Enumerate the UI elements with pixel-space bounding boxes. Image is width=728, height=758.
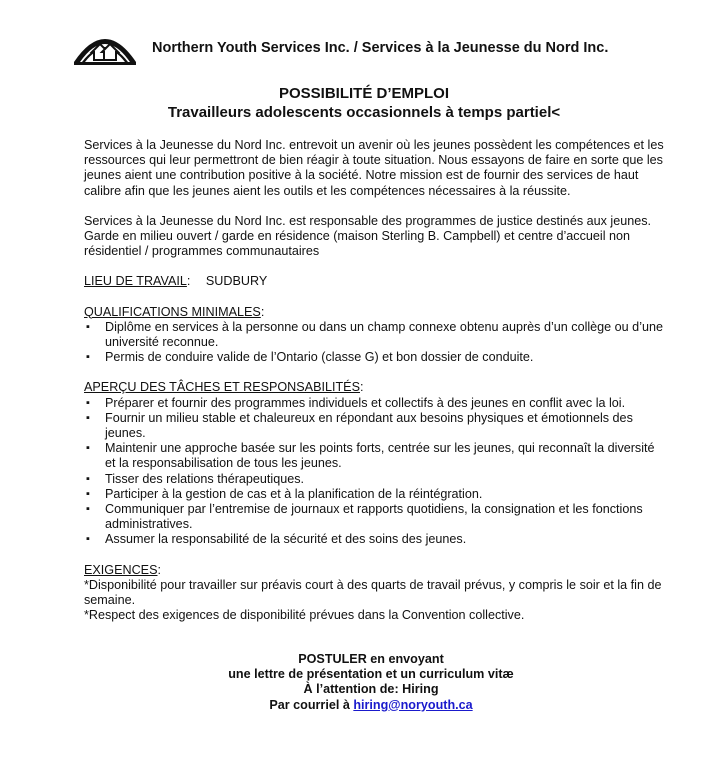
posting-title: POSSIBILITÉ D’EMPLOI — [278, 85, 450, 102]
requirements-section — [84, 563, 664, 624]
intro-paragraph-1: Services à la Jeunesse du Nord Inc. entrevoit un avenir où les jeunes possèdent les compétences et les ressources qui leur permettront de bien réagir à toute situation. Nous essayons de faire en sorte que les jeunes aient une contribution positive à la société. Notre mission est de fournir des services de haut calibre afin que les jeunes aient les outils et les compétences nécessaires à la réussite. — [84, 138, 664, 198]
requirements-heading: EXIGENCES — [84, 562, 158, 577]
duties-section — [84, 380, 664, 547]
work-location-label: LIEU DE TRAVAIL — [84, 274, 187, 289]
requirement-item: *Disponibilité pour travailler sur préavis court à des quarts de travail prévus, y compris le soir et la fin de semaine. — [84, 577, 662, 608]
work-location-section — [84, 274, 664, 289]
email-link[interactable]: hiring@noryouth.ca — [353, 697, 473, 712]
organization-logo-icon — [72, 22, 138, 66]
work-location-value: SUDBURY — [205, 274, 268, 289]
apply-instructions — [0, 652, 728, 713]
list-item: ▪ Tisser des relations thérapeutiques. — [84, 472, 664, 487]
qualifications-colon: : — [260, 304, 265, 319]
qualifications-list — [84, 320, 664, 366]
job-title-block — [0, 84, 728, 122]
duties-heading: APERÇU DES TÂCHES ET RESPONSABILITÉS — [84, 380, 360, 395]
apply-line-1: POSTULER en envoyant — [298, 652, 444, 666]
requirement-item: *Respect des exigences de disponibilité prévues dans la Convention collective. — [84, 608, 525, 623]
list-item: ▪ Assumer la responsabilité de la sécurité et des soins des jeunes. — [84, 532, 664, 547]
letterhead — [72, 22, 672, 66]
apply-line-4 — [0, 698, 728, 713]
intro-paragraph-2: Services à la Jeunesse du Nord Inc. est responsable des programmes de justice destinés aux jeunes. Garde en milieu ouvert / garde en résidence (maison Sterling B. Campbell) et centre d’accueil non résidentiel / programmes communautaires — [84, 213, 652, 259]
duties-colon: : — [359, 380, 364, 395]
work-location-colon: : — [186, 274, 191, 289]
list-item: ▪ Diplôme en services à la personne ou dans un champ connexe obtenu auprès d’un collège ou d’une université reconnue. — [84, 320, 664, 350]
posting-body — [84, 138, 664, 638]
duties-list — [84, 396, 664, 548]
list-item: ▪ Maintenir une approche basée sur les points forts, centrée sur les jeunes, qui reconnaît la diversité et la responsabilisation de tous les jeunes. — [84, 441, 664, 471]
qualifications-section — [84, 305, 664, 366]
requirements-colon: : — [157, 562, 161, 577]
list-item: ▪ Fournir un milieu stable et chaleureux en répondant aux besoins physiques et émotionnels des jeunes. — [84, 411, 664, 441]
qualifications-heading: QUALIFICATIONS MINIMALES — [84, 304, 261, 319]
apply-line-2: une lettre de présentation et un curriculum vitæ — [228, 667, 514, 682]
list-item: ▪ Préparer et fournir des programmes individuels et collectifs à des jeunes en conflit avec la loi. — [84, 396, 664, 411]
organization-name: Northern Youth Services Inc. / Services à la Jeunesse du Nord Inc. — [152, 40, 609, 56]
email-prefix: Par courriel à — [269, 697, 354, 712]
list-item: ▪ Permis de conduire valide de l’Ontario (classe G) et bon dossier de conduite. — [84, 350, 664, 365]
position-title: Travailleurs adolescents occasionnels à temps partiel< — [167, 104, 561, 121]
apply-line-3: À l’attention de: Hiring — [303, 682, 439, 697]
list-item: ▪ Communiquer par l’entremise de journaux et rapports quotidiens, la consignation et les fonctions administratives. — [84, 502, 664, 532]
list-item: ▪ Participer à la gestion de cas et à la planification de la réintégration. — [84, 487, 664, 502]
